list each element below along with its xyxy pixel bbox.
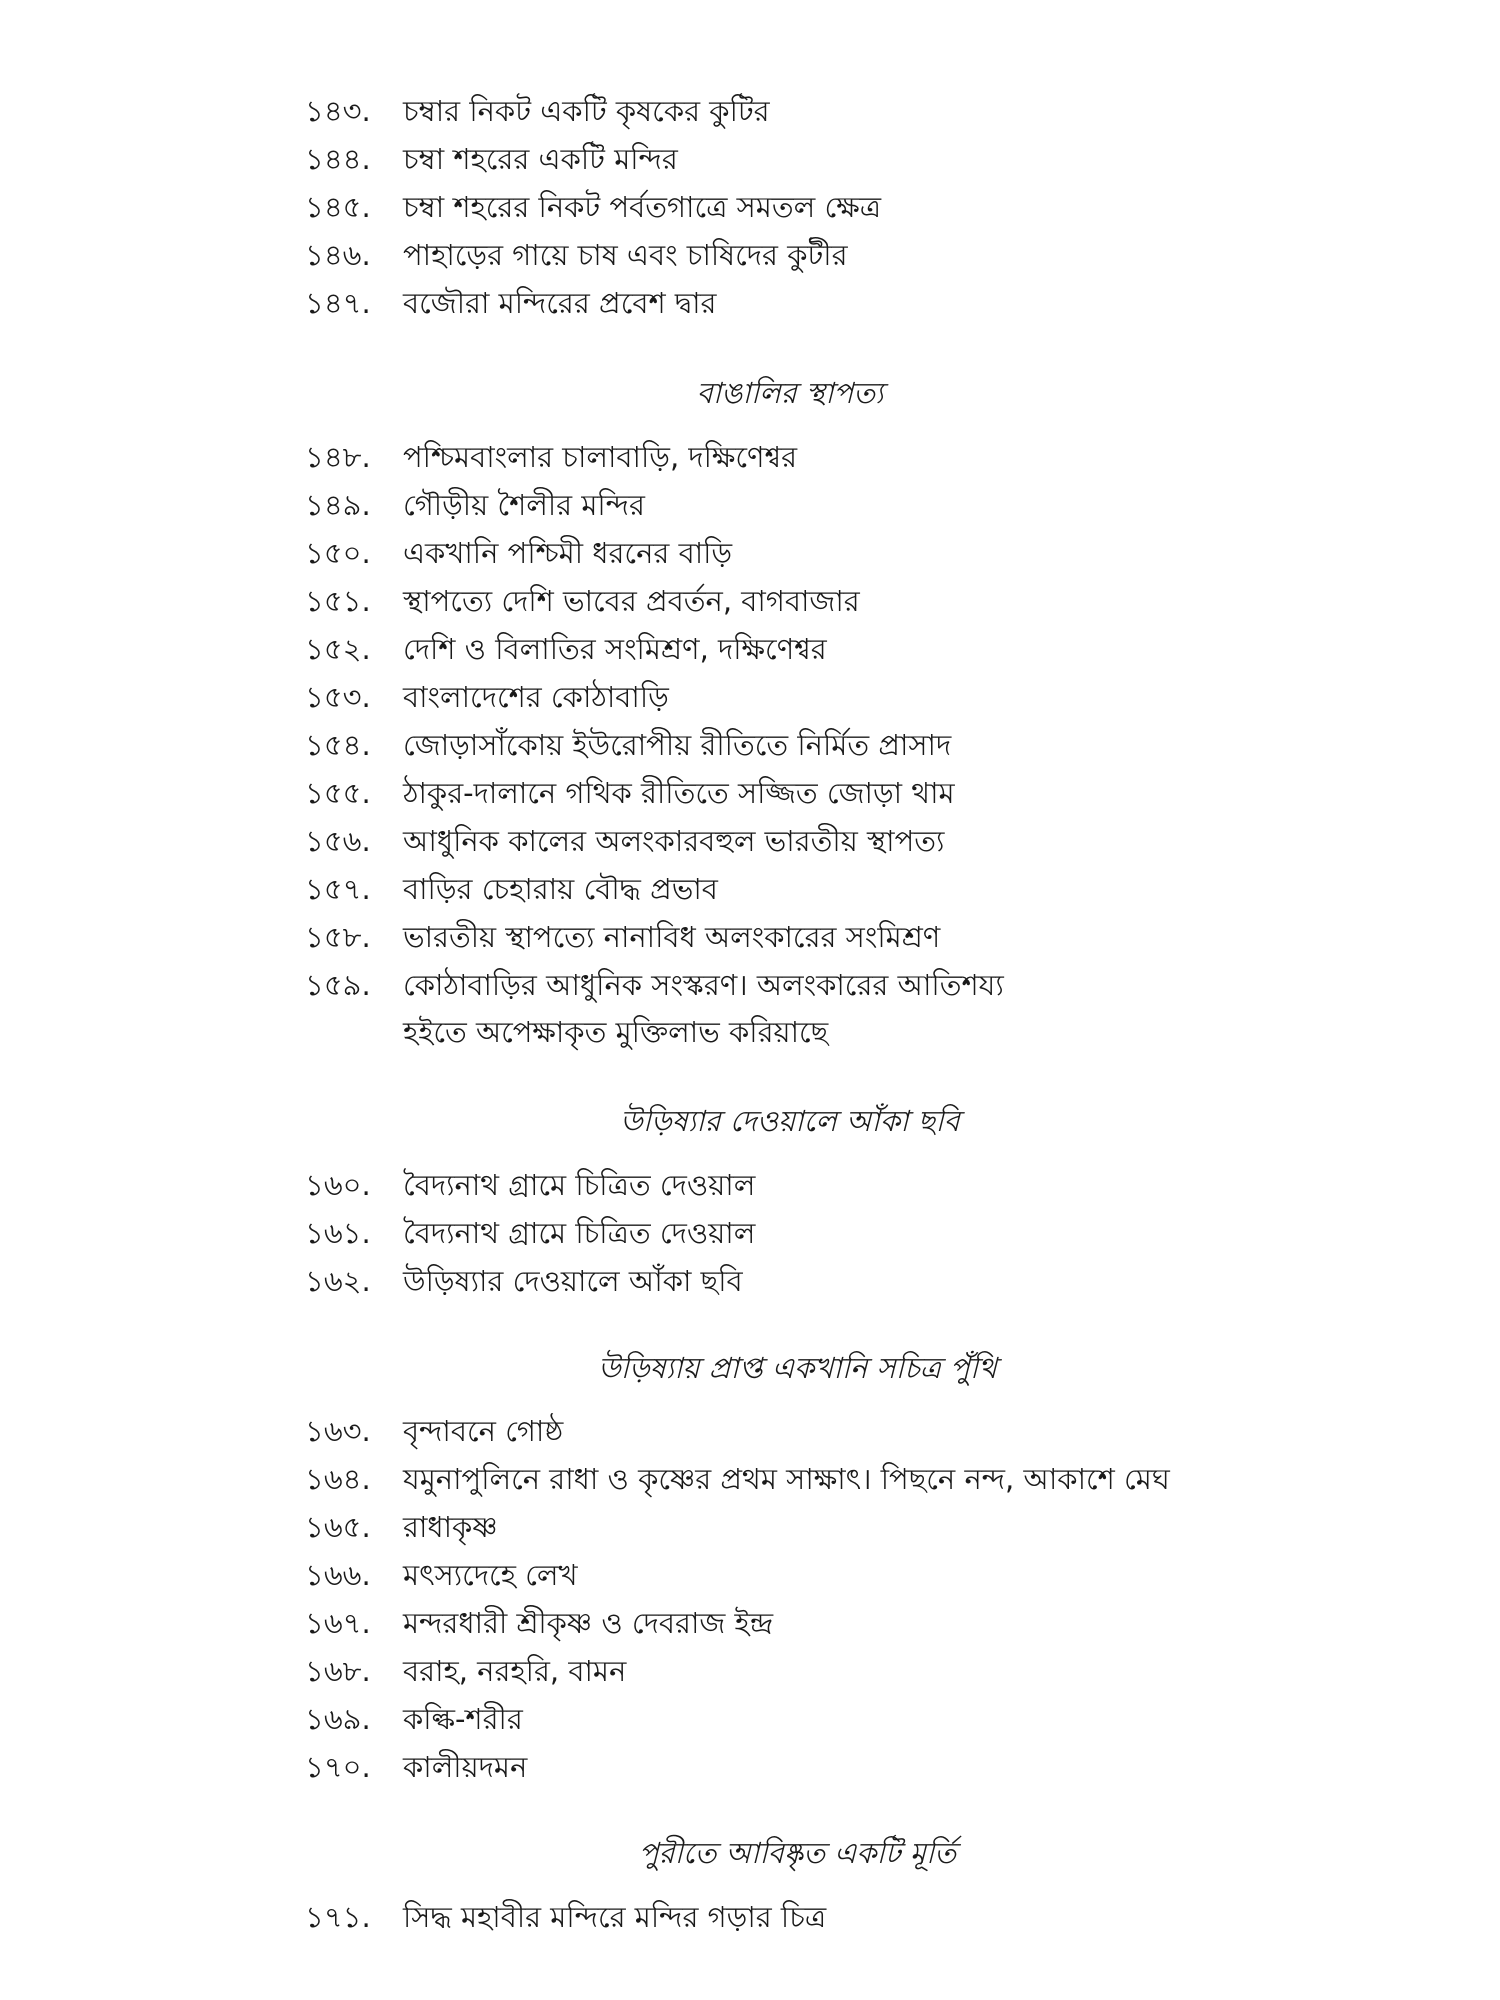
item-caption: জোড়াসাঁকোয় ইউরোপীয় রীতিতে নির্মিত প্রাসাদ bbox=[403, 728, 952, 762]
list-item bbox=[305, 674, 1455, 721]
item-number: ১৫২. bbox=[305, 632, 371, 666]
item-caption: উড়িষ্যার দেওয়ালে আঁকা ছবি bbox=[403, 1264, 743, 1298]
item-number: ১৪৩. bbox=[305, 94, 371, 128]
list-item bbox=[305, 770, 1455, 817]
item-number: ১৬২. bbox=[305, 1264, 371, 1298]
list-item bbox=[305, 1600, 1455, 1647]
item-number: ১৭১. bbox=[305, 1900, 371, 1934]
list-item bbox=[305, 1894, 1455, 1941]
item-caption: বরাহ, নরহরি, বামন bbox=[403, 1654, 627, 1688]
item-number: ১৫০. bbox=[305, 536, 371, 570]
item-number: ১৫৫. bbox=[305, 776, 371, 810]
list-item bbox=[305, 1162, 1455, 1209]
item-caption: চম্বার নিকট একটি কৃষকের কুটির bbox=[403, 94, 770, 128]
item-caption: একখানি পশ্চিমী ধরনের বাড়ি bbox=[403, 536, 733, 570]
list-item bbox=[305, 88, 1455, 135]
list-item bbox=[305, 530, 1455, 577]
item-caption: কোঠাবাড়ির আধুনিক সংস্করণ। অলংকারের আতিশয্য হইতে অপেক্ষাকৃত মুক্তিলাভ করিয়াছে bbox=[403, 968, 1004, 1049]
item-number: ১৪৪. bbox=[305, 142, 371, 176]
item-caption: কালীয়দমন bbox=[403, 1750, 528, 1784]
list-item bbox=[305, 482, 1455, 529]
list-item bbox=[305, 232, 1455, 279]
item-caption: সিদ্ধ মহাবীর মন্দিরে মন্দির গড়ার চিত্র bbox=[403, 1900, 827, 1934]
item-number: ১৪৭. bbox=[305, 286, 371, 320]
item-number: ১৪৬. bbox=[305, 238, 371, 272]
list-item bbox=[305, 1648, 1455, 1695]
list-item bbox=[305, 184, 1455, 231]
section-heading-wall-paintings: উড়িষ্যার দেওয়ালে আঁকা ছবি bbox=[620, 1104, 960, 1138]
list-item bbox=[305, 1258, 1455, 1305]
item-caption: মৎস্যদেহে লেখ bbox=[403, 1558, 578, 1592]
list-item bbox=[305, 136, 1455, 183]
section-heading-sculpture: পুরীতে আবিষ্কৃত একটি মূর্তি bbox=[638, 1836, 956, 1870]
item-number: ১৪৫. bbox=[305, 190, 371, 224]
item-caption: চম্বা শহরের নিকট পর্বতগাত্রে সমতল ক্ষেত্র bbox=[403, 190, 882, 224]
item-number: ১৬০. bbox=[305, 1168, 371, 1202]
list-item bbox=[305, 1456, 1455, 1503]
item-number: ১৫৭. bbox=[305, 872, 371, 906]
item-caption: গৌড়ীয় শৈলীর মন্দির bbox=[403, 488, 645, 522]
item-number: ১৫৩. bbox=[305, 680, 371, 714]
item-caption: বাংলাদেশের কোঠাবাড়ি bbox=[403, 680, 669, 714]
list-item bbox=[305, 1210, 1455, 1257]
item-caption: বৈদ্যনাথ গ্রামে চিত্রিত দেওয়াল bbox=[403, 1216, 756, 1250]
item-number: ১৬৬. bbox=[305, 1558, 371, 1592]
list-item bbox=[305, 1696, 1455, 1743]
item-number: ১৬৯. bbox=[305, 1702, 371, 1736]
item-number: ১৫৯. bbox=[305, 968, 371, 1002]
list-item bbox=[305, 626, 1455, 673]
item-number: ১৭০. bbox=[305, 1750, 371, 1784]
item-caption: বৃন্দাবনে গোষ্ঠ bbox=[403, 1414, 564, 1448]
item-caption: চম্বা শহরের একটি মন্দির bbox=[403, 142, 678, 176]
item-caption: আধুনিক কালের অলংকারবহুল ভারতীয় স্থাপত্য bbox=[403, 824, 945, 858]
list-item bbox=[305, 722, 1455, 769]
section-heading-architecture: বাঙালির স্থাপত্য bbox=[696, 376, 884, 410]
item-caption: স্থাপত্যে দেশি ভাবের প্রবর্তন, বাগবাজার bbox=[403, 584, 860, 618]
item-caption: ভারতীয় স্থাপত্যে নানাবিধ অলংকারের সংমিশ্রণ bbox=[403, 920, 941, 954]
item-number: ১৬৭. bbox=[305, 1606, 371, 1640]
item-number: ১৪৮. bbox=[305, 440, 371, 474]
item-number: ১৫৬. bbox=[305, 824, 371, 858]
item-caption: যমুনাপুলিনে রাধা ও কৃষ্ণের প্রথম সাক্ষাৎ। পিছনে নন্দ, আকাশে মেঘ bbox=[403, 1462, 1170, 1496]
item-caption: রাধাকৃষ্ণ bbox=[403, 1510, 498, 1544]
item-number: ১৫১. bbox=[305, 584, 371, 618]
item-number: ১৬১. bbox=[305, 1216, 371, 1250]
item-caption: বাড়ির চেহারায় বৌদ্ধ প্রভাব bbox=[403, 872, 718, 906]
list-item bbox=[305, 434, 1455, 481]
item-caption: ঠাকুর-দালানে গথিক রীতিতে সজ্জিত জোড়া থাম bbox=[403, 776, 955, 810]
list-item bbox=[305, 962, 1455, 1056]
item-caption: কল্কি-শরীর bbox=[403, 1702, 523, 1736]
item-number: ১৫৪. bbox=[305, 728, 371, 762]
list-item bbox=[305, 914, 1455, 961]
list-item bbox=[305, 818, 1455, 865]
list-item bbox=[305, 1504, 1455, 1551]
item-number: ১৬৫. bbox=[305, 1510, 371, 1544]
item-caption: মন্দরধারী শ্রীকৃষ্ণ ও দেবরাজ ইন্দ্র bbox=[403, 1606, 774, 1640]
item-number: ১৬৪. bbox=[305, 1462, 371, 1496]
list-item bbox=[305, 1552, 1455, 1599]
item-caption: বজৌরা মন্দিরের প্রবেশ দ্বার bbox=[403, 286, 717, 320]
list-item bbox=[305, 578, 1455, 625]
item-caption: বৈদ্যনাথ গ্রামে চিত্রিত দেওয়াল bbox=[403, 1168, 756, 1202]
list-item bbox=[305, 1744, 1455, 1791]
item-caption: পশ্চিমবাংলার চালাবাড়ি, দক্ষিণেশ্বর bbox=[403, 440, 798, 474]
item-number: ১৫৮. bbox=[305, 920, 371, 954]
item-number: ১৬৩. bbox=[305, 1414, 371, 1448]
item-number: ১৬৮. bbox=[305, 1654, 371, 1688]
list-item bbox=[305, 1408, 1455, 1455]
item-caption: দেশি ও বিলাতির সংমিশ্রণ, দক্ষিণেশ্বর bbox=[403, 632, 827, 666]
section-heading-illustrated-manuscript: উড়িষ্যায় প্রাপ্ত একখানি সচিত্র পুঁথি bbox=[598, 1351, 997, 1385]
list-item bbox=[305, 280, 1455, 327]
item-number: ১৪৯. bbox=[305, 488, 371, 522]
item-caption: পাহাড়ের গায়ে চাষ এবং চাষিদের কুটীর bbox=[403, 238, 848, 272]
list-item bbox=[305, 866, 1455, 913]
